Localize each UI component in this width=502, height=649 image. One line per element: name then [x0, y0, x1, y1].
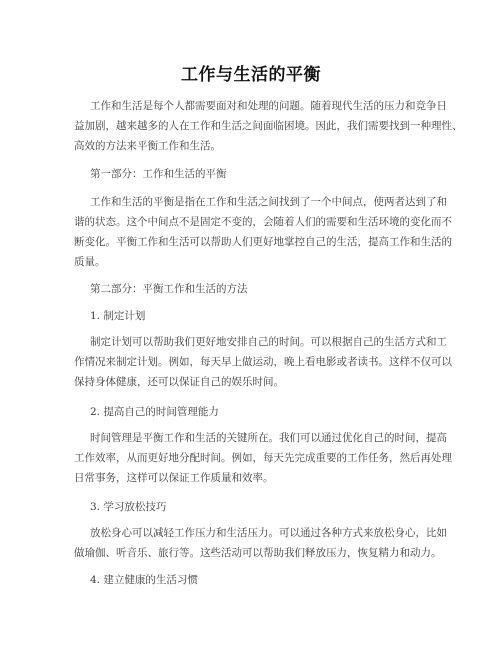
item3-heading: 3. 学习放松技巧	[90, 501, 167, 513]
intro-line-2: 益加剧，越来越多的人在工作和生活之间面临困境。因此，我们需要找到一种理性、	[74, 120, 463, 132]
item4-heading: 4. 建立健康的生活习惯	[90, 574, 198, 586]
part1-line-1: 工作和生活的平衡是指在工作和生活之间找到了一个中间点，使两者达到了和	[90, 196, 447, 208]
item1-line-1: 制定计划可以帮助我们更好地安排自己的时间。可以根据自己的生活方式和工	[90, 336, 447, 348]
part1-line-3: 断变化。平衡工作和生活可以帮助人们更好地掌控自己的生活，提高工作和生活的	[74, 236, 452, 248]
item1-heading: 1. 制定计划	[90, 310, 146, 322]
part1-heading: 第一部分：工作和生活的平衡	[90, 168, 227, 180]
part2-heading: 第二部分：平衡工作和生活的方法	[90, 283, 248, 295]
item2-line-1: 时间管理是平衡工作和生活的关键所在。我们可以通过优化自己的时间，提高	[90, 432, 447, 444]
intro-line-3: 高效的方法来平衡工作和生活。	[74, 140, 221, 152]
item2-line-3: 日常事务，这样可以保证工作质量和效率。	[74, 472, 274, 484]
intro-line-1: 工作和生活是每个人都需要面对和处理的问题。随着现代生活的压力和竞争日	[90, 100, 447, 112]
part1-paragraph	[74, 192, 452, 272]
part1-line-2: 谐的状态。这个中间点不是固定不变的，会随着人们的需要和生活环境的变化而不	[74, 216, 452, 228]
item1-paragraph	[74, 332, 452, 392]
item2-heading: 2. 提高自己的时间管理能力	[90, 406, 219, 418]
item3-line-2: 做瑜伽、听音乐、旅行等。这些活动可以帮助我们释放压力，恢复精力和动力。	[74, 547, 442, 559]
intro-paragraph	[74, 96, 463, 156]
item1-line-2: 作情况来制定计划。例如，每天早上做运动，晚上看电影或者读书。这样不仅可以	[74, 356, 452, 368]
item1-line-3: 保持身体健康，还可以保证自己的娱乐时间。	[74, 376, 284, 388]
part1-line-4: 质量。	[74, 256, 106, 268]
document-title: 工作与生活的平衡	[181, 65, 321, 85]
item2-paragraph	[74, 428, 452, 488]
item3-paragraph	[74, 523, 447, 563]
item3-line-1: 放松身心可以减轻工作压力和生活压力。可以通过各种方式来放松身心，比如	[90, 527, 447, 539]
item2-line-2: 工作效率，从而更好地分配时间。例如，每天先完成重要的工作任务，然后再处理	[74, 452, 452, 464]
